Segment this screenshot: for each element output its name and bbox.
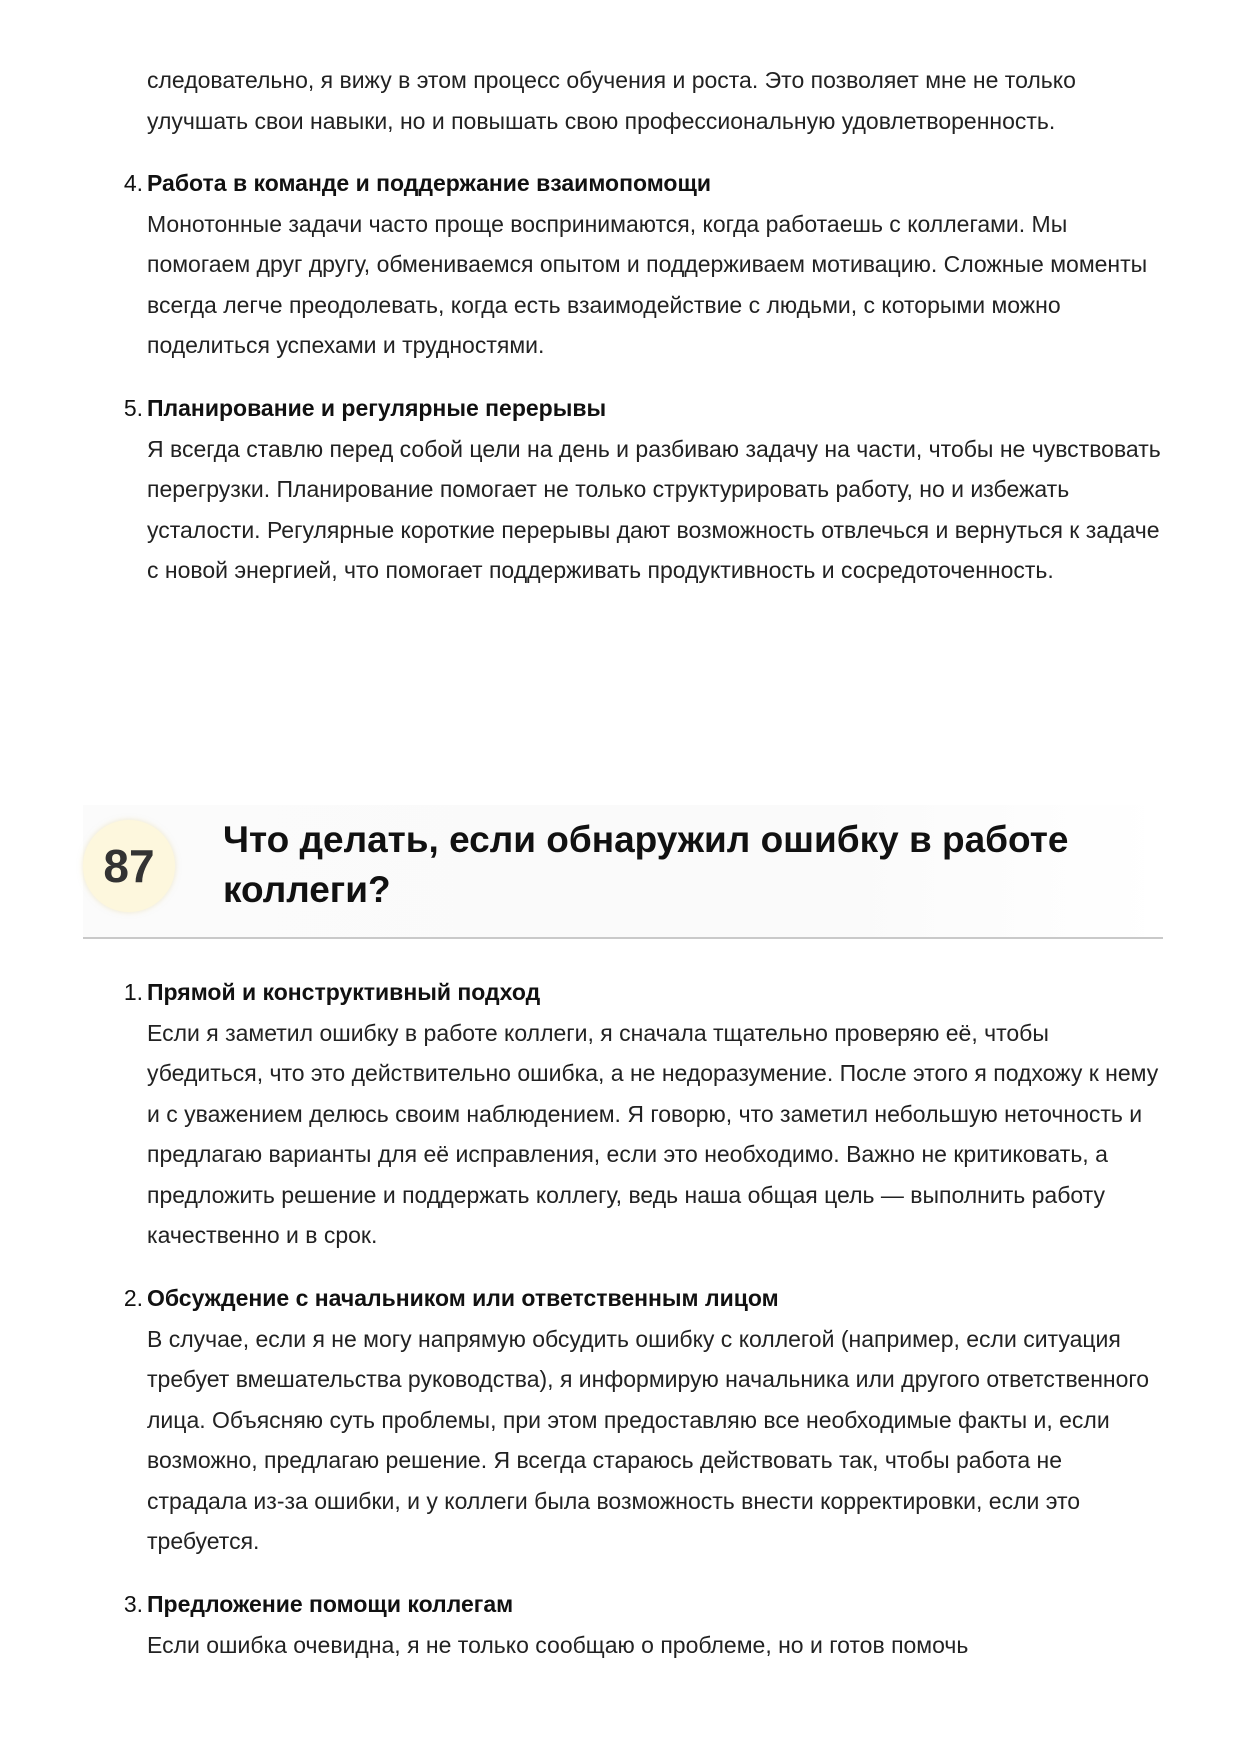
- list-item-title: Работа в команде и поддержание взаимопомощи: [147, 170, 712, 196]
- list-item-body: Я всегда ставлю перед собой цели на день и разбиваю задачу на части, чтобы не чувствовать перегрузки. Планирование помогает не только структурировать работу, но и избежать усталости. Регулярные короткие перерывы дают возможность отвлечься и вернуться к задаче с новой энергией, что помогает поддерживать продуктивность и сосредоточенность.: [147, 435, 1161, 583]
- section-title: Что делать, если обнаружил ошибку в работе коллеги?: [223, 819, 1069, 910]
- list-item-1: [123, 972, 1167, 1256]
- list-item-title: Прямой и конструктивный подход: [147, 979, 541, 1005]
- list-item-number: 4.: [123, 170, 143, 196]
- list-item-title: Планирование и регулярные перерывы: [147, 395, 607, 421]
- list-item-4: [123, 163, 1167, 366]
- list-item-body: Если я заметил ошибку в работе коллеги, я сначала тщательно проверяю её, чтобы убедиться, что это действительно ошибка, а не недоразумение. После этого я подхожу к нему и с уважением делюсь своим наблюдением. Я говорю, что заметил небольшую неточность и предлагаю варианты для её исправления, если это необходимо. Важно не критиковать, а предложить решение и поддержать коллегу, ведь наша общая цель — выполнить работу качественно и в срок.: [147, 1019, 1159, 1248]
- list-item-number: 5.: [123, 395, 143, 421]
- list-item-3: [123, 1584, 1167, 1665]
- list-item-2: [123, 1278, 1167, 1562]
- list-item-body: Если ошибка очевидна, я не только сообщаю о проблеме, но и готов помочь: [147, 1631, 969, 1658]
- list-item-number: 3.: [123, 1591, 143, 1617]
- list-item-number: 1.: [123, 979, 143, 1005]
- section-header: [83, 805, 1163, 939]
- list-item-5: [123, 388, 1167, 591]
- list-item-number: 2.: [123, 1285, 143, 1311]
- list-item-body: Монотонные задачи часто проще воспринимаются, когда работаешь с коллегами. Мы помогаем друг другу, обмениваемся опытом и поддерживаем мотивацию. Сложные моменты всегда легче преодолевать, когда есть взаимодействие с людьми, с которыми можно поделиться успехами и трудностями.: [147, 210, 1148, 358]
- intro-paragraph: следовательно, я вижу в этом процесс обучения и роста. Это позволяет мне не только улучшать свои навыки, но и повышать свою профессиональную удовлетворенность.: [147, 67, 1076, 134]
- list-item-title: Предложение помощи коллегам: [147, 1591, 514, 1617]
- section-number-badge: 87: [83, 820, 175, 912]
- list-item-title: Обсуждение с начальником или ответственным лицом: [147, 1285, 779, 1311]
- list-item-body: В случае, если я не могу напрямую обсудить ошибку с коллегой (например, если ситуация требует вмешательства руководства), я информирую начальника или другого ответственного лица. Объясняю суть проблемы, при этом предоставляю все необходимые факты и, если возможно, предлагаю решение. Я всегда стараюсь действовать так, чтобы работа не страдала из-за ошибки, и у коллеги была возможность внести корректировки, если это требуется.: [147, 1325, 1150, 1554]
